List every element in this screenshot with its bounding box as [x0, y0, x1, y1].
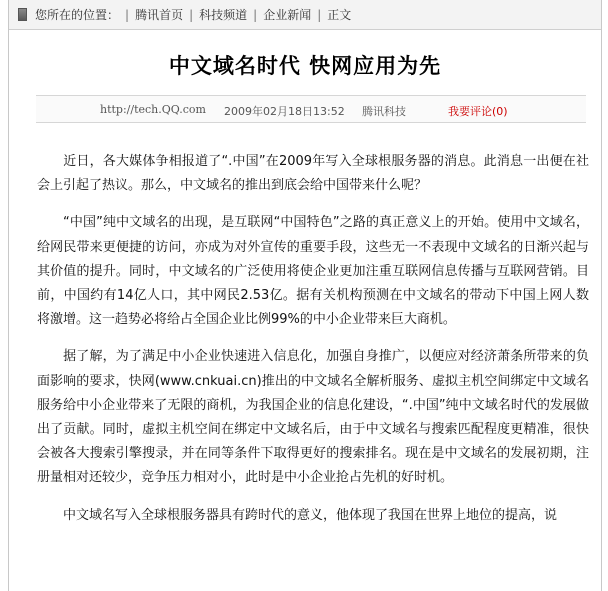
- breadcrumb-link-news[interactable]: 企业新闻: [263, 8, 312, 22]
- article-paragraph: 近日，各大媒体争相报道了“.中国”在2009年写入全球根服务器的消息。此消息一出便在社会上引起了热议。那么，中文域名的推出到底会给中国带来什么呢？: [37, 154, 589, 194]
- breadcrumb-current: 正文: [327, 8, 352, 22]
- article-url: http://tech.QQ.com: [100, 103, 206, 116]
- breadcrumb-separator: |: [317, 7, 322, 22]
- article-paragraph: “中国”纯中文域名的出现，是互联网“中国特色”之路的真正意义上的开始。使用中文域名，给网民带来更便捷的访问，亦成为对外宣传的重要手段，这些无一不表现中文域名的日渐兴起与其价值的提升。同时，中文域名的广泛使用将使企业更加注重互联网信息传播与互联网营销。目前，中国约有14亿人口，其中网民2.53亿。据有关机构预测在中文域名的带动下中国上网人数将激增。这一趋势必将给占全国企业比例99%的中小企业带来巨大商机。: [37, 215, 589, 328]
- breadcrumb-link-home[interactable]: 腾讯首页: [135, 8, 184, 22]
- article-paragraph: 据了解，为了满足中小企业快速进入信息化，加强自身推广，以便应对经济萧条所带来的负面影响的要求，快网(www.cnkuai.cn)推出的中文域名全解析服务、虚拟主机空间绑定中文域名服务给中小企业带来了无限的商机，为我国企业的信息化建设，“.中国”纯中文域名时代的发展做出了贡献。同时，虚拟主机空间在绑定中文域名后，由于中文域名与搜索匹配程度更精准，很快会被各大搜索引擎搜录，并在同等条件下取得更好的搜索排名。现在是中文域名的发展初期，注册量相对还较少，竞争压力相对小，此时是中小企业抢占先机的好时机。: [37, 349, 589, 486]
- article-source: 腾讯科技: [362, 105, 406, 118]
- breadcrumb-separator: |: [253, 7, 258, 22]
- article-title: 中文域名时代 快网应用为先: [168, 53, 442, 78]
- article-body: [37, 150, 589, 541]
- article-paragraph: 中文域名写入全球根服务器具有跨时代的意义，他体现了我国在世界上地位的提高，说: [63, 507, 558, 523]
- article-meta-bar: [36, 95, 586, 123]
- article-timestamp: 2009年02月18日13:52: [224, 105, 345, 118]
- comment-link[interactable]: 我要评论(0): [448, 105, 508, 118]
- breadcrumb-separator: |: [189, 7, 194, 22]
- page-frame: [8, 0, 602, 591]
- breadcrumb: [9, 0, 601, 30]
- breadcrumb-link-tech[interactable]: 科技频道: [199, 8, 248, 22]
- location-marker-icon: [18, 8, 27, 21]
- breadcrumb-separator: |: [125, 7, 130, 22]
- breadcrumb-label: 您所在的位置：: [35, 8, 120, 22]
